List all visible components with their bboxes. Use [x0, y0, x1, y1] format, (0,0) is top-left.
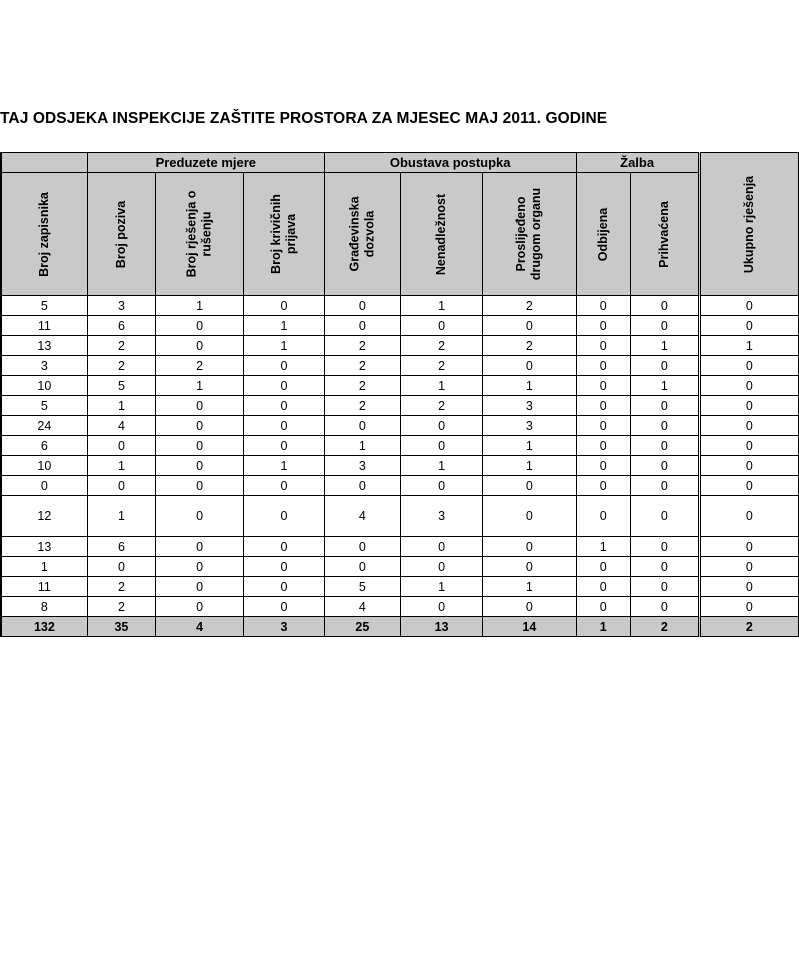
col-prihvacena-wrap [631, 173, 698, 295]
col-broj-poziva-label [114, 200, 129, 267]
col-gradjevinska-dozvola-wrap [325, 173, 400, 295]
row-cut-right: 0 [699, 436, 798, 456]
col-nenadleznost-label-line: Nenadležnost [434, 193, 449, 275]
table-cell: 4 [324, 496, 400, 537]
table-cell: 0 [576, 597, 630, 617]
table-cell: 0 [576, 396, 630, 416]
table-row [1, 537, 799, 557]
table-cell: 0 [576, 436, 630, 456]
table-cell: 1 [324, 436, 400, 456]
table-cell: 0 [631, 597, 700, 617]
table-cell: 0 [400, 416, 482, 436]
table-cell: 0 [576, 356, 630, 376]
col-broj-krivicnih [243, 173, 324, 296]
table-cell: 1 [483, 436, 576, 456]
table-cell: 2 [324, 336, 400, 356]
row-cut-right: 0 [699, 356, 798, 376]
table-cell: 0 [576, 496, 630, 537]
row-cut-right: 0 [699, 376, 798, 396]
col-broj-zapisnika [2, 173, 88, 296]
row-cut-right: 0 [699, 537, 798, 557]
col-broj-poziva [87, 173, 155, 296]
table-cell: 13 [2, 537, 88, 557]
col-broj-krivicnih-wrap [244, 173, 324, 295]
col-prihvacena-label-line: Prihvaćena [656, 200, 671, 268]
table-cell: 1 [87, 496, 155, 537]
column-header-row [1, 173, 799, 296]
table-cell: 0 [631, 416, 700, 436]
table-cell: 0 [576, 577, 630, 597]
table-cell: 2 [324, 396, 400, 416]
table-cell: 3 [483, 416, 576, 436]
table-cell: 0 [324, 316, 400, 336]
table-cell: 1 [2, 557, 88, 577]
total-cell: 4 [156, 617, 244, 637]
total-cell: 25 [324, 617, 400, 637]
table-cell: 1 [400, 376, 482, 396]
table-cell: 0 [631, 476, 700, 496]
col-broj-zapisnika-label [37, 192, 52, 277]
col-prihvacena [631, 173, 700, 296]
table-cell: 5 [87, 376, 155, 396]
table-cell: 0 [631, 316, 700, 336]
col-gradjevinska-dozvola-label-line: Građevinska [347, 196, 362, 272]
total-row [1, 617, 799, 637]
row-cut-right: 0 [699, 416, 798, 436]
row-cut-right: 0 [699, 577, 798, 597]
col-prihvacena-label [657, 201, 672, 268]
table-cell: 0 [576, 296, 630, 316]
table-cell: 0 [631, 496, 700, 537]
col-gradjevinska-dozvola-label [347, 196, 377, 271]
table-cell: 1 [243, 456, 324, 476]
col-broj-zapisnika-wrap [2, 173, 87, 295]
col-broj-rjesenja-label [185, 191, 215, 278]
total-cell: 35 [87, 617, 155, 637]
cut-right-header-wrap [701, 153, 798, 295]
document-title: TAJ ODSJEKA INSPEKCIJE ZAŠTITE PROSTORA ZA MJESEC MAJ 2011. GODINE [0, 110, 608, 127]
table-cell: 10 [2, 376, 88, 396]
table-cell: 3 [87, 296, 155, 316]
table-cell: 1 [400, 456, 482, 476]
table-cell: 0 [243, 296, 324, 316]
table-cell: 0 [483, 537, 576, 557]
table-cell: 2 [324, 356, 400, 376]
table-cell: 0 [243, 376, 324, 396]
col-broj-poziva-wrap [88, 173, 155, 295]
group-zalba: Žalba [576, 153, 699, 173]
col-nenadleznost-label [434, 193, 449, 274]
col-odbijena-label [596, 207, 611, 260]
total-cut-right: 2 [699, 617, 798, 637]
table-cell: 0 [156, 316, 244, 336]
table-cell: 4 [87, 416, 155, 436]
table-row [1, 296, 799, 316]
table-cell: 0 [400, 537, 482, 557]
table-cell: 0 [631, 356, 700, 376]
table-cell: 0 [243, 396, 324, 416]
table-cell: 0 [156, 416, 244, 436]
total-cell: 3 [243, 617, 324, 637]
table-cell: 0 [243, 416, 324, 436]
table-cell: 0 [243, 557, 324, 577]
col-proslijedeno [483, 173, 576, 296]
table-cell: 0 [243, 597, 324, 617]
table-cell: 1 [243, 336, 324, 356]
row-cut-right: 0 [699, 316, 798, 336]
table-cell: 1 [243, 316, 324, 336]
table-cell: 0 [324, 416, 400, 436]
table-cell: 0 [631, 577, 700, 597]
table-cell: 0 [243, 436, 324, 456]
table-cell: 1 [87, 396, 155, 416]
col-broj-krivicnih-label-line: prijava [283, 213, 298, 255]
col-proslijedeno-label-line: drugom organu [529, 187, 544, 281]
col-broj-rjesenja [156, 173, 244, 296]
table-cell: 0 [324, 296, 400, 316]
table-cell: 3 [324, 456, 400, 476]
col-proslijedeno-label [514, 188, 544, 280]
table-cell: 0 [156, 557, 244, 577]
col-gradjevinska-dozvola [324, 173, 400, 296]
table-cell: 0 [576, 336, 630, 356]
table-cell: 0 [400, 557, 482, 577]
table-row [1, 597, 799, 617]
total-cell: 132 [2, 617, 88, 637]
table-row [1, 436, 799, 456]
table-row [1, 577, 799, 597]
table-cell: 0 [631, 456, 700, 476]
table-cell: 0 [576, 316, 630, 336]
table-cell: 8 [2, 597, 88, 617]
table-cell: 0 [483, 557, 576, 577]
table-cell: 2 [483, 336, 576, 356]
table-cell: 0 [631, 396, 700, 416]
row-cut-right: 0 [699, 496, 798, 537]
row-cut-right: 0 [699, 597, 798, 617]
table-cell: 0 [400, 597, 482, 617]
col-nenadleznost [400, 173, 482, 296]
table-cell: 0 [631, 537, 700, 557]
row-cut-right: 0 [699, 557, 798, 577]
table-cell: 1 [631, 376, 700, 396]
table-cell: 0 [156, 577, 244, 597]
table-cell: 0 [483, 316, 576, 336]
total-cell: 2 [631, 617, 700, 637]
table-cell: 0 [631, 296, 700, 316]
col-nenadleznost-wrap [401, 173, 482, 295]
table-cell: 2 [87, 597, 155, 617]
table-cell: 3 [483, 396, 576, 416]
table-row [1, 557, 799, 577]
col-broj-rjesenja-wrap [156, 173, 243, 295]
table-cell: 24 [2, 416, 88, 436]
table-cell: 1 [400, 296, 482, 316]
group-header-row [1, 153, 799, 173]
table-cell: 1 [483, 376, 576, 396]
col-gradjevinska-dozvola-label-line: dozvola [362, 210, 377, 258]
table-cell: 0 [156, 476, 244, 496]
table-cell: 1 [400, 577, 482, 597]
table-cell: 2 [400, 356, 482, 376]
table-cell: 1 [156, 376, 244, 396]
table-cell: 0 [156, 436, 244, 456]
report-table [0, 152, 799, 637]
table-cell: 1 [483, 577, 576, 597]
table-cell: 0 [156, 336, 244, 356]
table-cell: 2 [400, 336, 482, 356]
table-cell: 0 [576, 376, 630, 396]
table-cell: 1 [87, 456, 155, 476]
total-cell: 1 [576, 617, 630, 637]
table-cell: 3 [2, 356, 88, 376]
table-cell: 2 [87, 336, 155, 356]
table-cell: 5 [2, 396, 88, 416]
table-cell: 6 [87, 316, 155, 336]
table-cell: 10 [2, 456, 88, 476]
row-cut-right: 0 [699, 476, 798, 496]
table-cell: 0 [400, 316, 482, 336]
table-cell: 6 [87, 537, 155, 557]
table-cell: 2 [324, 376, 400, 396]
table-cell: 0 [2, 476, 88, 496]
table-cell: 0 [631, 557, 700, 577]
col-broj-poziva-label-line: Broj poziva [113, 200, 128, 268]
table-cell: 0 [324, 557, 400, 577]
col-broj-krivicnih-label [269, 194, 299, 274]
total-cell: 14 [483, 617, 576, 637]
table-cell: 0 [156, 496, 244, 537]
col-odbijena [576, 173, 630, 296]
row-cut-right: 0 [699, 296, 798, 316]
table-row [1, 456, 799, 476]
table-cell: 0 [483, 496, 576, 537]
col-odbijena-wrap [577, 173, 630, 295]
table-cell: 1 [156, 296, 244, 316]
table-cell: 0 [243, 577, 324, 597]
table-cell: 0 [87, 557, 155, 577]
table-cell: 13 [2, 336, 88, 356]
row-cut-right: 1 [699, 336, 798, 356]
group-preduzete-mjere: Preduzete mjere [87, 153, 324, 173]
col-broj-rjesenja-label-line: Broj rješenja o [184, 190, 199, 278]
table-row [1, 476, 799, 496]
table-cell: 0 [243, 476, 324, 496]
table-row [1, 416, 799, 436]
table-cell: 2 [483, 296, 576, 316]
table-cell: 2 [400, 396, 482, 416]
table-cell: 0 [483, 476, 576, 496]
col-proslijedeno-wrap [483, 173, 575, 295]
table-row [1, 376, 799, 396]
table-cell: 0 [400, 476, 482, 496]
table-cell: 0 [87, 436, 155, 456]
table-cell: 0 [483, 356, 576, 376]
table-cell: 0 [576, 456, 630, 476]
col-broj-zapisnika-label-line: Broj zapisnika [36, 191, 51, 277]
col-broj-rjesenja-label-line: rušenju [199, 211, 214, 257]
table-cell: 2 [87, 577, 155, 597]
table-cell: 5 [324, 577, 400, 597]
table-cell: 12 [2, 496, 88, 537]
table-cell: 5 [2, 296, 88, 316]
table-cell: 0 [324, 476, 400, 496]
table-cell: 11 [2, 316, 88, 336]
table-cell: 0 [156, 456, 244, 476]
table-cell: 3 [400, 496, 482, 537]
table-cell: 0 [243, 496, 324, 537]
col-odbijena-label-line: Odbijena [595, 207, 610, 261]
col-broj-krivicnih-label-line: Broj krivičnih [268, 194, 283, 274]
table-cell: 0 [243, 356, 324, 376]
table-cell: 0 [631, 436, 700, 456]
table-cell: 1 [576, 537, 630, 557]
table-cell: 0 [576, 557, 630, 577]
table-row [1, 336, 799, 356]
table-cell: 2 [87, 356, 155, 376]
table-cell: 1 [483, 456, 576, 476]
table-cell: 0 [156, 597, 244, 617]
table-cell: 2 [156, 356, 244, 376]
table-row [1, 356, 799, 376]
table-cell: 0 [576, 476, 630, 496]
table-cell: 11 [2, 577, 88, 597]
cut-right-header [699, 153, 798, 296]
table-cell: 0 [400, 436, 482, 456]
table-cell: 0 [576, 416, 630, 436]
table-row [1, 496, 799, 537]
table-cell: 0 [483, 597, 576, 617]
blank-group-cell [2, 153, 88, 173]
table-cell: 0 [324, 537, 400, 557]
table-cell: 1 [631, 336, 700, 356]
table-row [1, 396, 799, 416]
table-cell: 4 [324, 597, 400, 617]
table-cell: 0 [87, 476, 155, 496]
row-cut-right: 0 [699, 456, 798, 476]
col-proslijedeno-label-line: Proslijeđeno [514, 196, 529, 272]
cut-right-header-label: Ukupno rješenja [741, 175, 756, 273]
row-cut-right: 0 [699, 396, 798, 416]
table-row [1, 316, 799, 336]
total-cell: 13 [400, 617, 482, 637]
table-cell: 0 [243, 537, 324, 557]
group-obustava-postupka: Obustava postupka [324, 153, 576, 173]
table-cell: 0 [156, 537, 244, 557]
table-cell: 0 [156, 396, 244, 416]
table-cell: 6 [2, 436, 88, 456]
